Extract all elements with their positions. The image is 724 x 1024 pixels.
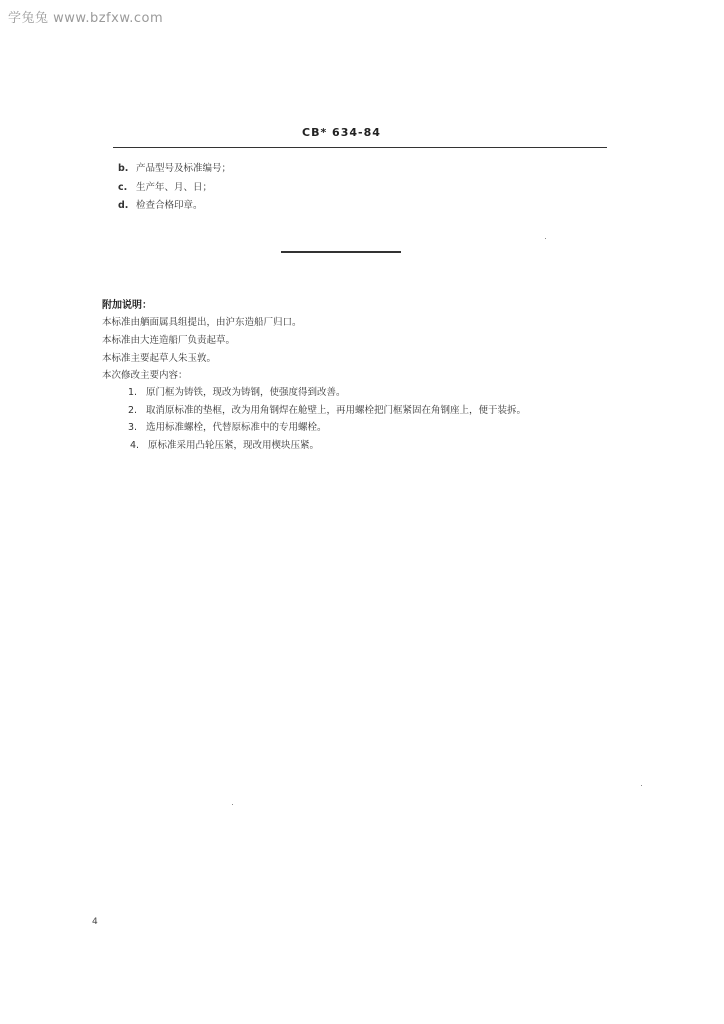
note-line: 本标准主要起草人朱玉敦。 [102,353,217,364]
end-of-text-rule [281,251,401,253]
watermark-text: 学兔兔 www.bzfxw.com [8,11,164,26]
scan-speck [232,804,233,805]
marking-item-c [118,179,212,193]
header-divider [113,147,607,148]
note-line: 本标准由大连造船厂负责起草。 [102,335,236,346]
note-line: 本标准由舾面属具组提出，由沪东造船厂归口。 [102,317,302,328]
marking-item-letter: d. [118,200,129,211]
marking-item-letter: b. [118,163,129,174]
change-item [130,437,319,451]
change-item-text: 选用标准螺栓，代替原标准中的专用螺栓。 [146,422,327,433]
change-item [128,419,327,433]
change-item-text: 原门框为铸铁，现改为铸钢，使强度得到改善。 [146,387,346,398]
scan-speck [545,238,546,239]
marking-item-b [118,160,231,174]
page-number: 4 [92,917,98,927]
change-item-number: 3. [128,422,138,433]
change-item-number: 4. [130,440,140,451]
marking-item-text: 检查合格印章。 [136,200,203,211]
notes-title: 附加说明： [102,300,152,311]
change-item [128,402,526,416]
change-item [128,384,346,398]
marking-item-text: 生产年、月、日； [136,182,213,193]
change-item-text: 原标准采用凸轮压紧，现改用楔块压紧。 [148,440,320,451]
standard-code-header: CB* 634-84 [302,126,381,139]
change-item-text: 取消原标准的垫框，改为用角钢焊在舱壁上，再用螺栓把门框紧固在角钢座上，便于装拆。 [146,405,527,416]
note-line: 本次修改主要内容： [102,370,188,381]
scan-speck [641,785,642,786]
change-item-number: 2. [128,405,138,416]
marking-item-letter: c. [118,182,128,193]
marking-item-d [118,197,203,211]
marking-item-text: 产品型号及标准编号； [136,163,232,174]
change-item-number: 1. [128,387,138,398]
